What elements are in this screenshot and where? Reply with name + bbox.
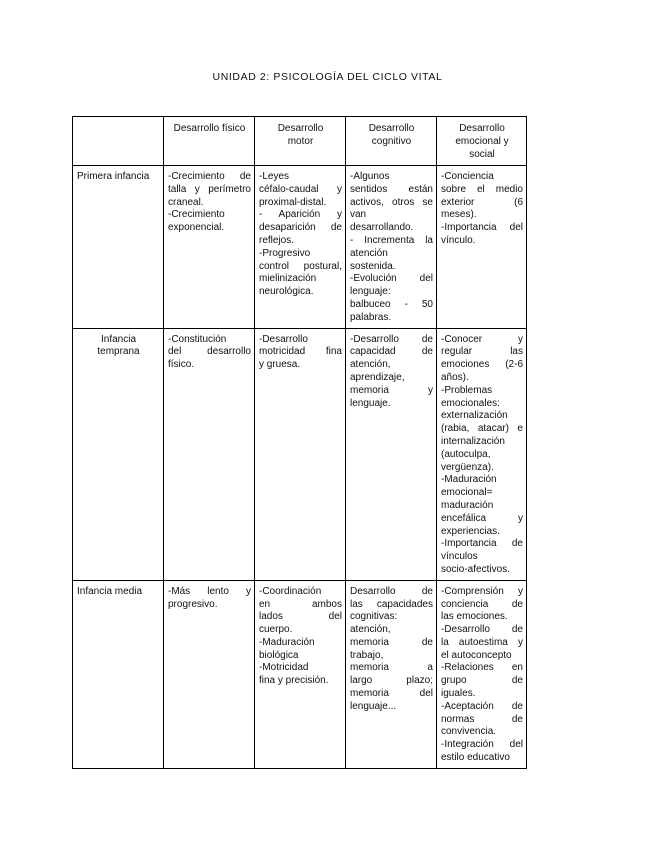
cell-line: -Desarrollo — [259, 333, 308, 345]
cell-line: largo plazo; — [350, 675, 433, 687]
header-emocional-social — [437, 117, 527, 166]
table-body — [73, 166, 527, 769]
cell-line: en ambos — [259, 598, 342, 610]
cell-line: vínculo. — [441, 234, 476, 246]
cell-line: -Integración del — [441, 739, 523, 751]
cell-line: socio-afectivos. — [441, 563, 510, 575]
cell-line: atención — [350, 247, 388, 259]
cell-line: emocionales: — [441, 397, 500, 409]
cell-line: reflejos. — [259, 234, 295, 246]
cell-line: biológica — [259, 649, 299, 661]
cell-line: exponencial. — [168, 222, 225, 234]
cell-line: grupo de — [441, 675, 523, 687]
cell-motor — [255, 580, 346, 768]
cell-motor — [255, 328, 346, 580]
cell-line: normas de — [441, 713, 523, 725]
cell-motor — [255, 166, 346, 329]
cell-line: estilo educativo — [441, 752, 510, 764]
cell-line: proximal-distal. — [259, 196, 327, 208]
cell-line: -Aceptación de — [441, 700, 523, 712]
cell-line: (autoculpa, — [441, 448, 491, 460]
cell-line: atención, — [350, 624, 391, 636]
cell-line: emocional= — [441, 487, 493, 499]
cell-line: cuerpo. — [259, 624, 293, 636]
row-infancia-media — [73, 580, 527, 768]
cell-line: control postural, — [259, 260, 342, 272]
cell-line: atención, — [350, 359, 391, 371]
cell-line: físico. — [168, 359, 195, 371]
cell-line: sentidos están — [350, 183, 433, 195]
cell-line: el autoconcepto — [441, 649, 512, 661]
cell-line: fina y precisión. — [259, 675, 329, 687]
cell-line: sobre el medio — [441, 183, 523, 195]
cell-line: -Problemas — [441, 384, 493, 396]
cell-line: del desarrollo — [168, 346, 251, 358]
cell-cognitivo — [346, 328, 437, 580]
cell-line: - Incrementa la — [350, 234, 433, 246]
cell-line: -Comprensión y — [441, 585, 523, 597]
cell-line: regular las — [441, 346, 523, 358]
cell-line: -Importancia de — [441, 538, 523, 550]
cell-line: la autoestima y — [441, 636, 523, 648]
cell-line: -Maduración — [441, 474, 497, 486]
cell-line: (rabia, atacar) e — [441, 423, 523, 435]
cell-line: lenguaje... — [350, 700, 397, 712]
cell-line: -Conciencia — [441, 171, 494, 182]
cell-line: -Crecimiento — [168, 209, 225, 221]
cell-line: -Crecimiento de — [168, 171, 251, 182]
development-table — [72, 116, 527, 769]
stage-label — [73, 580, 164, 768]
cell-line: desaparición de — [259, 222, 342, 234]
header-line: Desarrollo — [459, 123, 505, 134]
cell-line: vergüenza). — [441, 461, 494, 473]
cell-line: aprendizaje, — [350, 371, 405, 383]
cell-line: emociones (2-6 — [441, 359, 523, 371]
cell-line: -Evolución del — [350, 273, 433, 285]
row-primera-infancia — [73, 166, 527, 329]
cell-line: externalización — [441, 410, 508, 422]
cell-emocional-social — [437, 166, 527, 329]
cell-line: memoria a — [350, 662, 433, 674]
cell-line: mielinización — [259, 273, 317, 285]
cell-line: encefálica y — [441, 512, 523, 524]
cell-emocional-social — [437, 328, 527, 580]
stage-line: Infancia — [100, 333, 137, 345]
cell-line: neurológica. — [259, 286, 314, 298]
cell-line: -Más lento y — [168, 585, 251, 597]
cell-line: meses). — [441, 209, 477, 221]
cell-cognitivo — [346, 580, 437, 768]
cell-line: -Desarrollo de — [350, 333, 433, 345]
cell-fisico — [164, 328, 255, 580]
cell-line: lados del — [259, 611, 342, 623]
row-infancia-temprana — [73, 328, 527, 580]
header-cognitivo — [346, 117, 437, 166]
cell-line: - Aparición y — [259, 209, 342, 221]
header-empty — [73, 117, 164, 166]
cell-line: Desarrollo de — [350, 585, 433, 597]
stage-label — [73, 166, 164, 329]
cell-line: -Constitución — [168, 333, 227, 345]
header-line: Desarrollo — [368, 123, 415, 134]
cell-line: -Coordinación — [259, 585, 322, 597]
cell-line: -Maduración — [259, 636, 315, 648]
cell-line: motricidad fina — [259, 346, 342, 358]
cell-fisico — [164, 580, 255, 768]
cell-cognitivo — [346, 166, 437, 329]
cell-line: céfalo-caudal y — [259, 183, 342, 195]
cell-line: -Progresivo — [259, 247, 311, 259]
cell-line: vínculos — [441, 551, 478, 563]
cell-line: craneal. — [168, 196, 204, 208]
header-line: social — [469, 148, 495, 160]
cell-line: desarrollando. — [350, 222, 414, 234]
cell-line: y gruesa. — [259, 359, 301, 371]
header-line: Desarrollo físico — [173, 123, 246, 134]
header-line: motor — [287, 135, 314, 147]
cell-line: talla y perímetro — [168, 183, 251, 195]
cell-line: memoria de — [350, 636, 433, 648]
stage-line: temprana — [97, 346, 140, 358]
header-fisico — [164, 117, 255, 166]
page-title: UNIDAD 2: PSICOLOGÍA DEL CICLO VITAL — [212, 71, 443, 83]
cell-line: activos, otros se — [350, 196, 433, 208]
cell-line: van — [350, 209, 367, 221]
header-motor — [255, 117, 346, 166]
cell-line: lenguaje: — [350, 286, 391, 298]
cell-line: -Leyes — [259, 171, 290, 182]
cell-line: años). — [441, 371, 469, 383]
stage-line: Primera infancia — [77, 171, 150, 182]
cell-line: balbuceo - 50 — [350, 298, 433, 310]
cell-line: palabras. — [350, 311, 392, 323]
cell-line: exterior (6 — [441, 196, 523, 208]
cell-line: convivencia. — [441, 726, 497, 738]
cell-line: internalización — [441, 435, 505, 447]
cell-line: sostenida. — [350, 260, 396, 272]
header-line: emocional y — [455, 135, 509, 147]
cell-line: lenguaje. — [350, 397, 391, 409]
cell-line: -Motricidad — [259, 662, 309, 674]
cell-line: -Relaciones en — [441, 662, 523, 674]
cell-emocional-social — [437, 580, 527, 768]
cell-line: trabajo, — [350, 649, 384, 661]
cell-line: -Desarrollo de — [441, 624, 523, 636]
cell-line: experiencias. — [441, 525, 500, 537]
cell-line: memoria y — [350, 384, 433, 396]
cell-line: -Algunos — [350, 171, 390, 182]
cell-line: iguales. — [441, 688, 476, 700]
cell-line: memoria del — [350, 688, 433, 700]
cell-line: las emociones. — [441, 611, 508, 623]
cell-line: capacidad de — [350, 346, 433, 358]
cell-line: cognitivas: — [350, 611, 398, 623]
table-header-row — [73, 117, 527, 166]
cell-line: maduración — [441, 499, 494, 511]
stage-label — [73, 328, 164, 580]
cell-line: las capacidades — [350, 598, 433, 610]
cell-line: conciencia de — [441, 598, 523, 610]
cell-line: -Conocer y — [441, 333, 523, 345]
header-line: Desarrollo — [277, 123, 324, 134]
cell-fisico — [164, 166, 255, 329]
stage-line: Infancia media — [77, 585, 143, 597]
cell-line: progresivo. — [168, 598, 218, 610]
cell-line: -Importancia del — [441, 222, 523, 234]
header-line: cognitivo — [371, 135, 412, 147]
